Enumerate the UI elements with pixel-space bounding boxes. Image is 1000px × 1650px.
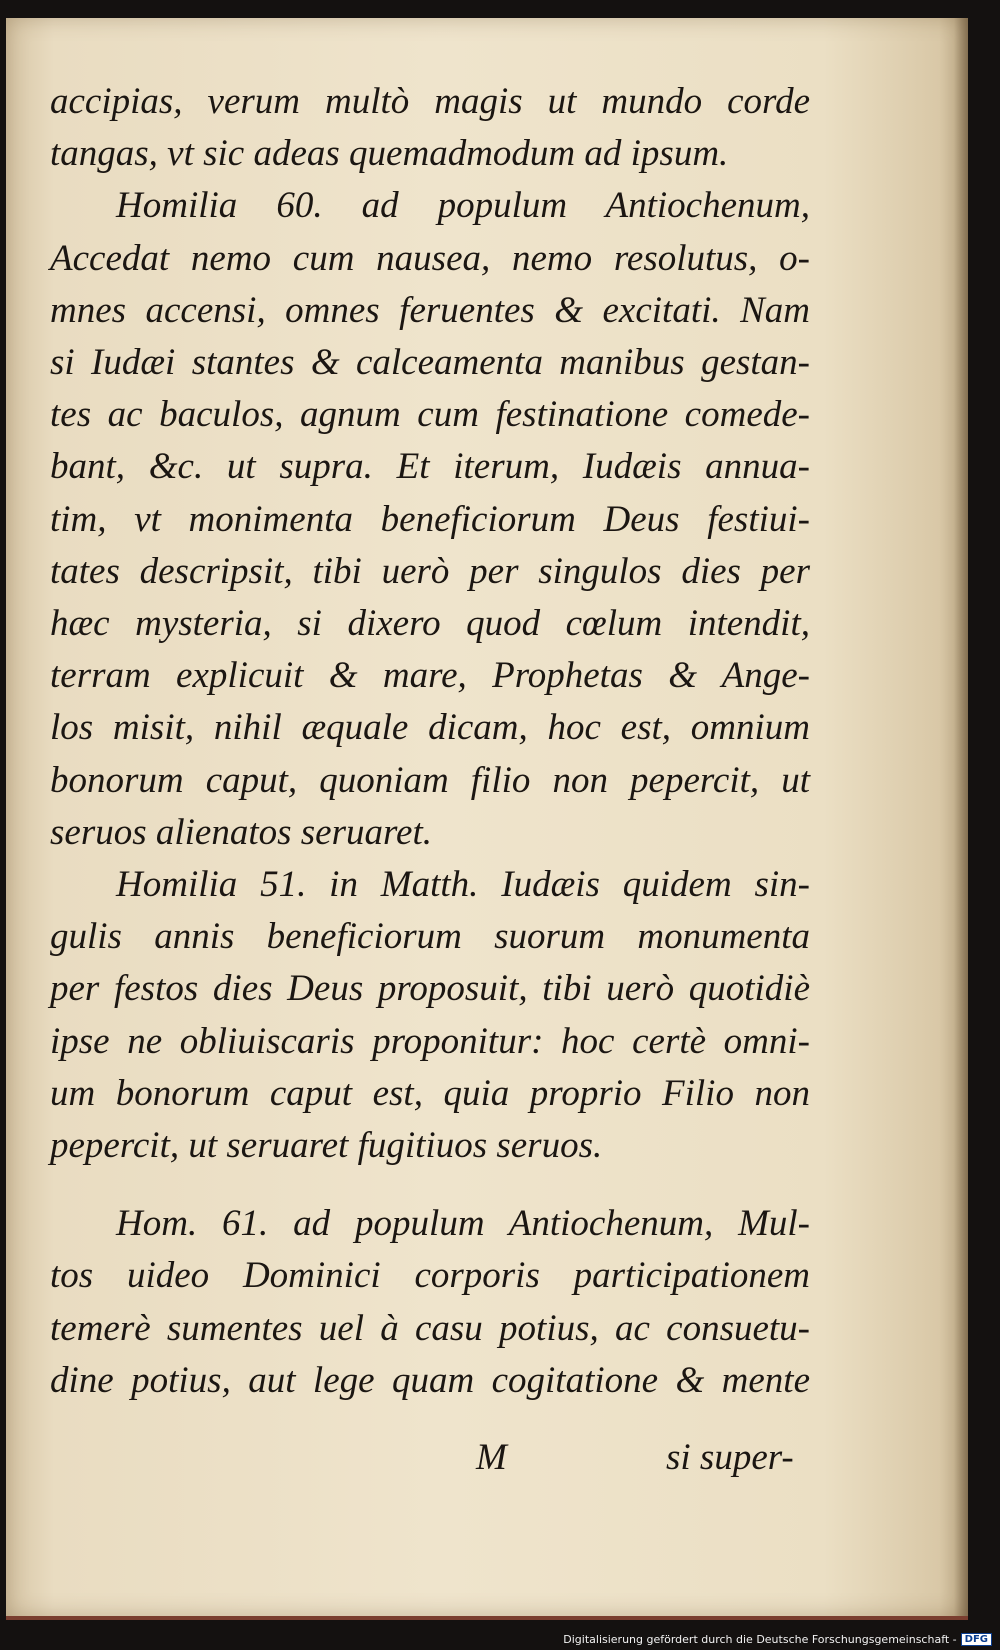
text-line: terram explicuit & mare, Prophetas & Ange-	[50, 655, 810, 697]
text-line: tes ac baculos, agnum cum festinatione comede-	[50, 394, 810, 436]
text-line: tangas, vt sic adeas quemadmodum ad ipsum.	[50, 133, 729, 175]
text-line: um bonorum caput est, quia proprio Filio non	[50, 1072, 810, 1114]
text-line: dine potius, aut lege quam cogitatione & mente	[50, 1359, 810, 1401]
text-line: accipias, verum multò magis ut mundo corde	[50, 81, 810, 122]
text-line: Hom. 61. ad populum Antiochenum, Mul-	[116, 1203, 810, 1245]
page-text-block	[50, 76, 810, 1407]
text-line: tates descripsit, tibi uerò per singulos dies per	[50, 550, 810, 592]
text-line: Homilia 51. in Matth. Iudæis quidem sin-	[116, 864, 810, 906]
text-line: tim, vt monimenta beneficiorum Deus festiui-	[50, 498, 810, 540]
paragraph-gap	[50, 1172, 810, 1198]
dfg-logo: DFG	[961, 1633, 992, 1646]
text-line: seruos alienatos seruaret.	[50, 811, 432, 853]
text-line: Accedat nemo cum nausea, nemo resolutus, o-	[50, 237, 810, 279]
text-line: si Iudæi stantes & calceamenta manibus gestan-	[50, 342, 810, 384]
text-line: bonorum caput, quoniam filio non pepercit, ut	[50, 759, 810, 801]
text-line: mnes accensi, omnes feruentes & excitati. Nam	[50, 289, 810, 331]
digitization-footer	[563, 1633, 992, 1646]
text-line: tos uideo Dominici corporis participationem	[50, 1255, 810, 1297]
text-line: Homilia 60. ad populum Antiochenum,	[116, 185, 810, 227]
text-line: pepercit, ut seruaret fugitiuos seruos.	[50, 1125, 603, 1167]
text-line: ipse ne obliuiscaris proponitur: hoc certè omni-	[50, 1020, 810, 1062]
book-page	[6, 18, 968, 1620]
text-line: hæc mysteria, si dixero quod cœlum intendit,	[50, 603, 810, 645]
footer-text: Digitalisierung gefördert durch die Deutsche Forschungsgemeinschaft -	[563, 1633, 957, 1646]
text-line: gulis annis beneficiorum suorum monumenta	[50, 916, 810, 958]
text-line: temerè sumentes uel à casu potius, ac consuetu-	[50, 1307, 810, 1349]
text-line: bant, &c. ut supra. Et iterum, Iudæis annua-	[50, 446, 810, 488]
catchword: si super-	[666, 1437, 794, 1478]
text-line: per festos dies Deus proposuit, tibi uerò quotidiè	[50, 968, 810, 1010]
signature-mark: M	[476, 1437, 507, 1478]
text-line: los misit, nihil æquale dicam, hoc est, omnium	[50, 707, 810, 749]
page-spine-shadow	[954, 18, 968, 1616]
